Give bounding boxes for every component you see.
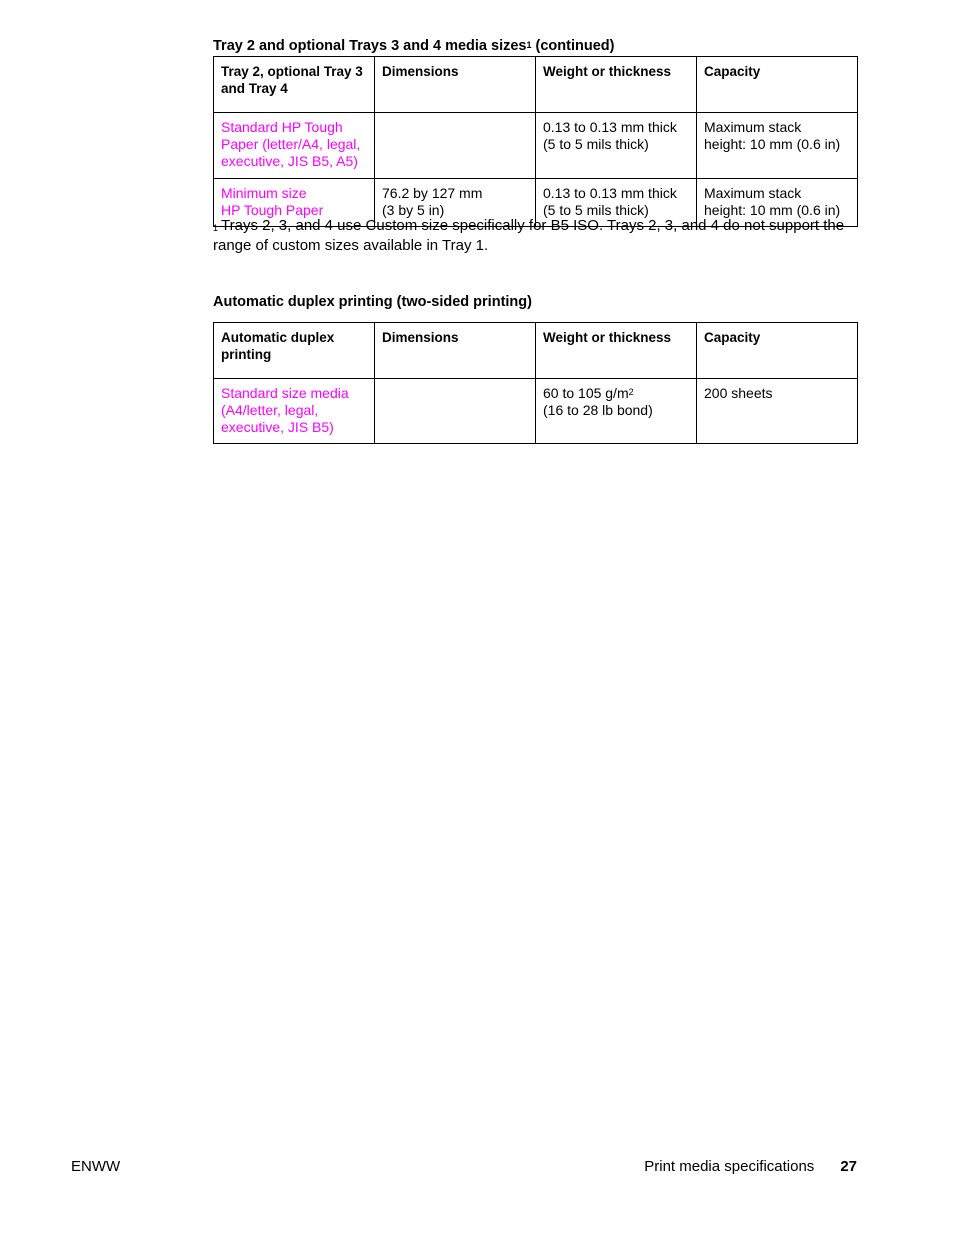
table-footnote — [213, 216, 863, 256]
header-media: Tray 2, optional Tray 3 and Tray 4 — [214, 57, 375, 113]
table-header-row — [214, 57, 858, 113]
unit-superscript: 2 — [628, 387, 634, 397]
footer-doc-id: ENWW — [71, 1158, 121, 1175]
footer-section — [644, 1158, 857, 1176]
header-dimensions: Dimensions — [375, 57, 536, 113]
dimensions-cell — [375, 113, 536, 179]
weight-value: 60 to 105 g/m — [543, 385, 629, 401]
footnote-marker: 1 — [213, 223, 219, 233]
dimensions-cell — [375, 379, 536, 444]
table-caption-duplex: Automatic duplex printing (two-sided printing) — [213, 294, 532, 310]
media-link-minimum-size[interactable]: Minimum size HP Tough Paper — [214, 179, 375, 227]
header-dimensions: Dimensions — [375, 323, 536, 379]
table-row — [214, 113, 858, 179]
weight-cell: 0.13 to 0.13 mm thick (5 to 5 mils thick) — [536, 179, 697, 227]
header-media: Automatic duplex printing — [214, 323, 375, 379]
footer-title: Print media specifications — [644, 1158, 815, 1175]
caption-text: Tray 2 and optional Trays 3 and 4 media sizes — [213, 38, 527, 54]
dimensions-cell: 76.2 by 127 mm (3 by 5 in) — [375, 179, 536, 227]
header-weight: Weight or thickness — [536, 323, 697, 379]
table-header-row — [214, 323, 858, 379]
media-link-standard-hp-tough-paper[interactable]: Standard HP Tough Paper (letter/A4, legal, executive, JIS B5, A5) — [214, 113, 375, 179]
header-capacity: Capacity — [697, 323, 858, 379]
media-link-standard-size-media[interactable]: Standard size media (A4/letter, legal, executive, JIS B5) — [214, 379, 375, 444]
header-weight: Weight or thickness — [536, 57, 697, 113]
capacity-cell: 200 sheets — [697, 379, 858, 444]
caption-suffix: (continued) — [531, 38, 615, 54]
footnote-text: Trays 2, 3, and 4 use Custom size specifically for B5 ISO. Trays 2, 3, and 4 do not support the range of custom sizes available in Tray 1. — [213, 217, 845, 254]
weight-cell: 60 to 105 $g/m^2$ (16 to 28 lb bond) — [536, 379, 697, 444]
capacity-cell: Maximum stack height: 10 mm (0.6 in) — [697, 113, 858, 179]
footnote-reference: 1 — [526, 40, 532, 50]
table-row — [214, 379, 858, 444]
weight-cell: 0.13 to 0.13 mm thick (5 to 5 mils thick) — [536, 113, 697, 179]
tray-media-sizes-table — [213, 56, 858, 227]
table-caption-tray-sizes — [213, 37, 614, 55]
page-number: 27 — [840, 1158, 857, 1175]
capacity-cell: Maximum stack height: 10 mm (0.6 in) — [697, 179, 858, 227]
header-capacity: Capacity — [697, 57, 858, 113]
duplex-printing-table — [213, 322, 858, 444]
